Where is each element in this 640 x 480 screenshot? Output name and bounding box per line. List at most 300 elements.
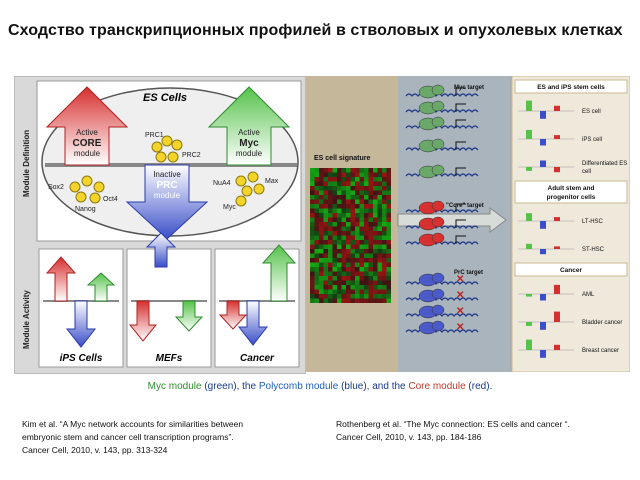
- heatmap-cell: [373, 213, 378, 218]
- heatmap-cell: [378, 173, 383, 178]
- heatmap-cell: [333, 236, 338, 241]
- heatmap-cell: [333, 276, 338, 281]
- heatmap-cell: [337, 290, 342, 295]
- heatmap-cell: [378, 213, 383, 218]
- heatmap-cell: [351, 240, 356, 245]
- heatmap-cell: [328, 249, 333, 254]
- heatmap-cell: [378, 254, 383, 259]
- heatmap-cell: [337, 294, 342, 299]
- heatmap-cell: [364, 231, 369, 236]
- heatmap-cell: [333, 294, 338, 299]
- heatmap-cell: [355, 276, 360, 281]
- ref-kim-line2: embryonic stem and cancer cell transcription programs”.: [22, 432, 234, 442]
- heatmap-cell: [355, 227, 360, 232]
- heatmap-cell: [364, 227, 369, 232]
- heatmap-cell: [382, 263, 387, 268]
- heatmap-cell: [351, 209, 356, 214]
- heatmap-cell: [328, 245, 333, 250]
- legend-row-label: iPS cell: [582, 137, 603, 143]
- ref-kim-line3: Cancer Cell, 2010, v. 143, pp. 313-324: [22, 445, 168, 455]
- heatmap-cell: [373, 294, 378, 299]
- heatmap-cell: [337, 263, 342, 268]
- heatmap-cell: [319, 231, 324, 236]
- heatmap-cell: [378, 281, 383, 286]
- ref-kim-line1: Kim et al. “A Myc network accounts for similarities between: [22, 419, 244, 429]
- heatmap-cell: [369, 186, 374, 191]
- heatmap-cell: [382, 258, 387, 263]
- heatmap-cell: [373, 236, 378, 241]
- legend-row-label: cell: [582, 169, 592, 175]
- heatmap-cell: [351, 168, 356, 173]
- bound-protein: [432, 233, 444, 243]
- heatmap-cell: [387, 182, 392, 187]
- heatmap-cell: [378, 222, 383, 227]
- prc2-label: PRC2: [182, 152, 201, 159]
- myc-line2: Myc: [239, 138, 259, 149]
- heatmap-cell: [333, 213, 338, 218]
- bound-protein: [432, 321, 444, 331]
- heatmap-cell: [351, 200, 356, 205]
- heatmap-cell: [315, 204, 320, 209]
- heatmap-cell: [369, 249, 374, 254]
- heatmap-cell: [328, 173, 333, 178]
- heatmap-cell: [310, 177, 315, 182]
- heatmap-cell: [346, 200, 351, 205]
- prc-target-label: PrC target: [454, 270, 484, 276]
- heatmap-cell: [355, 267, 360, 272]
- heatmap-cell: [315, 231, 320, 236]
- heatmap-cell: [319, 249, 324, 254]
- heatmap-cell: [360, 191, 365, 196]
- heatmap-cell: [387, 276, 392, 281]
- heatmap-cell: [355, 218, 360, 223]
- heatmap-cell: [310, 281, 315, 286]
- legend-row-label: LT-HSC: [582, 219, 603, 225]
- heatmap-cell: [319, 290, 324, 295]
- prc-line1: Inactive: [153, 170, 181, 179]
- legend-bar: [554, 246, 560, 249]
- heatmap-cell: [328, 236, 333, 241]
- oct4-label: Oct4: [103, 196, 118, 203]
- heatmap-cell: [337, 204, 342, 209]
- bound-protein: [432, 85, 444, 95]
- heatmap-cell: [364, 168, 369, 173]
- heatmap-cell: [364, 218, 369, 223]
- heatmap-cell: [337, 281, 342, 286]
- heatmap-cell: [387, 200, 392, 205]
- heatmap-cell: [315, 173, 320, 178]
- myc-protein-label: Myc: [223, 204, 236, 211]
- heatmap-cell: [369, 281, 374, 286]
- heatmap-cell: [328, 182, 333, 187]
- heatmap-cell: [346, 186, 351, 191]
- heatmap-cell: [324, 209, 329, 214]
- heatmap: [310, 168, 391, 303]
- heatmap-cell: [315, 254, 320, 259]
- heatmap-cell: [333, 186, 338, 191]
- heatmap-cell: [364, 204, 369, 209]
- heatmap-cell: [315, 213, 320, 218]
- heatmap-cell: [355, 213, 360, 218]
- heatmap-cell: [378, 186, 383, 191]
- heatmap-cell: [382, 290, 387, 295]
- heatmap-cell: [333, 191, 338, 196]
- heatmap-cell: [351, 227, 356, 232]
- heatmap-cell: [324, 240, 329, 245]
- heatmap-cell: [333, 231, 338, 236]
- heatmap-cell: [333, 272, 338, 277]
- heatmap-cell: [355, 245, 360, 250]
- legend-bar: [540, 249, 546, 254]
- heatmap-cell: [382, 254, 387, 259]
- heatmap-cell: [360, 213, 365, 218]
- heatmap-cell: [310, 200, 315, 205]
- heatmap-cell: [360, 258, 365, 263]
- heatmap-cell: [342, 182, 347, 187]
- caption-t2: (blue), and the: [338, 381, 409, 392]
- legend-bar: [554, 217, 560, 221]
- heatmap-cell: [319, 245, 324, 250]
- heatmap-cell: [364, 285, 369, 290]
- heatmap-cell: [369, 213, 374, 218]
- heatmap-cell: [387, 267, 392, 272]
- heatmap-cell: [319, 272, 324, 277]
- heatmap-cell: [378, 285, 383, 290]
- heatmap-cell: [346, 213, 351, 218]
- heatmap-cell: [310, 173, 315, 178]
- heatmap-cell: [369, 227, 374, 232]
- heatmap-cell: [315, 281, 320, 286]
- heatmap-cell: [355, 281, 360, 286]
- heatmap-cell: [378, 195, 383, 200]
- heatmap-cell: [328, 254, 333, 259]
- heatmap-cell: [378, 249, 383, 254]
- heatmap-cell: [355, 231, 360, 236]
- heatmap-cell: [315, 272, 320, 277]
- bound-protein: [432, 165, 444, 175]
- max-label: Max: [265, 178, 279, 185]
- heatmap-cell: [324, 173, 329, 178]
- heatmap-cell: [382, 227, 387, 232]
- heatmap-cell: [355, 258, 360, 263]
- heatmap-cell: [382, 191, 387, 196]
- heatmap-cell: [387, 249, 392, 254]
- bound-protein: [432, 273, 444, 283]
- heatmap-cell: [351, 290, 356, 295]
- heatmap-cell: [310, 267, 315, 272]
- heatmap-cell: [319, 222, 324, 227]
- heatmap-cell: [310, 222, 315, 227]
- heatmap-cell: [360, 254, 365, 259]
- prc-line2: PRC: [156, 180, 178, 191]
- heatmap-cell: [360, 222, 365, 227]
- heatmap-cell: [333, 245, 338, 250]
- heatmap-cell: [324, 258, 329, 263]
- heatmap-cell: [315, 186, 320, 191]
- heatmap-cell: [324, 200, 329, 205]
- heatmap-cell: [342, 236, 347, 241]
- heatmap-cell: [324, 285, 329, 290]
- heatmap-cell: [310, 227, 315, 232]
- heatmap-cell: [315, 182, 320, 187]
- prc-line3: module: [153, 191, 181, 200]
- heatmap-cell: [315, 285, 320, 290]
- heatmap-cell: [319, 191, 324, 196]
- heatmap-cell: [373, 290, 378, 295]
- heatmap-cell: [319, 299, 324, 304]
- heatmap-cell: [373, 240, 378, 245]
- heatmap-cell: [337, 200, 342, 205]
- heatmap-cell: [333, 285, 338, 290]
- heatmap-cell: [369, 222, 374, 227]
- heatmap-cell: [355, 177, 360, 182]
- heatmap-cell: [378, 191, 383, 196]
- heatmap-cell: [315, 236, 320, 241]
- heatmap-cell: [337, 186, 342, 191]
- heatmap-cell: [342, 173, 347, 178]
- legend-bar: [540, 350, 546, 358]
- heatmap-cell: [328, 177, 333, 182]
- heatmap-cell: [310, 245, 315, 250]
- reference-rothenberg: [336, 418, 636, 444]
- heatmap-cell: [355, 249, 360, 254]
- heatmap-cell: [373, 263, 378, 268]
- heatmap-cell: [364, 222, 369, 227]
- heatmap-cell: [373, 209, 378, 214]
- heatmap-cell: [342, 204, 347, 209]
- heatmap-cell: [337, 267, 342, 272]
- heatmap-cell: [387, 227, 392, 232]
- heatmap-cell: [387, 294, 392, 299]
- heatmap-cell: [351, 191, 356, 196]
- heatmap-cell: [324, 249, 329, 254]
- heatmap-cell: [355, 186, 360, 191]
- heatmap-cell: [319, 186, 324, 191]
- heatmap-cell: [369, 267, 374, 272]
- heatmap-cell: [351, 285, 356, 290]
- heatmap-cell: [360, 182, 365, 187]
- heatmap-cell: [333, 204, 338, 209]
- heatmap-cell: [378, 290, 383, 295]
- module-definition-label: Module Definition: [22, 129, 31, 197]
- heatmap-cell: [346, 195, 351, 200]
- heatmap-cell: [310, 182, 315, 187]
- heatmap-cell: [387, 213, 392, 218]
- heatmap-cell: [387, 240, 392, 245]
- heatmap-cell: [369, 231, 374, 236]
- legend-bg: [512, 76, 630, 372]
- heatmap-cell: [315, 191, 320, 196]
- heatmap-cell: [324, 204, 329, 209]
- heatmap-cell: [360, 200, 365, 205]
- heatmap-cell: [355, 294, 360, 299]
- heatmap-cell: [382, 200, 387, 205]
- heatmap-cell: [360, 227, 365, 232]
- heatmap-cell: [351, 204, 356, 209]
- heatmap-cell: [337, 177, 342, 182]
- heatmap-cell: [310, 195, 315, 200]
- heatmap-cell: [364, 272, 369, 277]
- heatmap-cell: [382, 285, 387, 290]
- heatmap-cell: [387, 195, 392, 200]
- heatmap-cell: [355, 254, 360, 259]
- heatmap-cell: [373, 182, 378, 187]
- heatmap-cell: [342, 213, 347, 218]
- heatmap-cell: [328, 231, 333, 236]
- heatmap-cell: [310, 186, 315, 191]
- heatmap-cell: [319, 204, 324, 209]
- heatmap-cell: [351, 276, 356, 281]
- heatmap-cell: [378, 204, 383, 209]
- heatmap-cell: [310, 191, 315, 196]
- heatmap-cell: [355, 209, 360, 214]
- heatmap-cell: [333, 258, 338, 263]
- heatmap-cell: [378, 236, 383, 241]
- heatmap-cell: [346, 177, 351, 182]
- heatmap-cell: [319, 173, 324, 178]
- legend-bar: [540, 294, 546, 301]
- heatmap-cell: [337, 191, 342, 196]
- heatmap-cell: [337, 245, 342, 250]
- heatmap-cell: [378, 267, 383, 272]
- heatmap-cell: [387, 254, 392, 259]
- nanog-label: Nanog: [75, 206, 96, 213]
- heatmap-cell: [342, 186, 347, 191]
- heatmap-cell: [382, 173, 387, 178]
- heatmap-cell: [355, 236, 360, 241]
- heatmap-cell: [382, 222, 387, 227]
- heatmap-cell: [346, 263, 351, 268]
- heatmap-cell: [315, 276, 320, 281]
- heatmap-cell: [333, 209, 338, 214]
- heatmap-cell: [315, 294, 320, 299]
- heatmap-cell: [364, 254, 369, 259]
- heatmap-cell: [315, 263, 320, 268]
- legend-bar: [526, 340, 532, 350]
- reference-kim: [22, 418, 302, 457]
- heatmap-cell: [382, 240, 387, 245]
- heatmap-cell: [355, 290, 360, 295]
- es-cells-label: ES Cells: [142, 92, 188, 104]
- heatmap-cell: [346, 299, 351, 304]
- heatmap-cell: [328, 258, 333, 263]
- heatmap-cell: [319, 281, 324, 286]
- heatmap-cell: [310, 236, 315, 241]
- heatmap-cell: [387, 191, 392, 196]
- heatmap-cell: [324, 299, 329, 304]
- heatmap-cell: [351, 281, 356, 286]
- heatmap-cell: [364, 173, 369, 178]
- legend-bar: [526, 294, 532, 297]
- legend-bar: [526, 213, 532, 221]
- bound-protein: [432, 139, 444, 149]
- heatmap-cell: [324, 182, 329, 187]
- heatmap-cell: [355, 272, 360, 277]
- heatmap-cell: [373, 285, 378, 290]
- heatmap-cell: [346, 173, 351, 178]
- heatmap-cell: [351, 245, 356, 250]
- heatmap-cell: [360, 231, 365, 236]
- heatmap-cell: [373, 245, 378, 250]
- heatmap-cell: [342, 240, 347, 245]
- heatmap-cell: [319, 236, 324, 241]
- heatmap-cell: [351, 294, 356, 299]
- heatmap-cell: [328, 209, 333, 214]
- heatmap-cell: [387, 173, 392, 178]
- heatmap-cell: [378, 294, 383, 299]
- core-line3: module: [73, 149, 101, 158]
- heatmap-cell: [364, 236, 369, 241]
- heatmap-cell: [369, 168, 374, 173]
- heatmap-cell: [369, 299, 374, 304]
- heatmap-cell: [324, 267, 329, 272]
- heatmap-cell: [387, 299, 392, 304]
- heatmap-cell: [319, 218, 324, 223]
- heatmap-cell: [364, 182, 369, 187]
- heatmap-cell: [310, 213, 315, 218]
- heatmap-cell: [342, 285, 347, 290]
- heatmap-cell: [364, 276, 369, 281]
- legend-bar: [540, 139, 546, 146]
- legend-bar: [526, 322, 532, 326]
- heatmap-cell: [382, 168, 387, 173]
- heatmap-cell: [355, 263, 360, 268]
- bound-protein: [432, 117, 444, 127]
- heatmap-cell: [382, 267, 387, 272]
- heatmap-cell: [351, 195, 356, 200]
- heatmap-cell: [328, 213, 333, 218]
- heatmap-cell: [342, 254, 347, 259]
- heatmap-cell: [310, 231, 315, 236]
- caption-myc: Myc module: [147, 381, 202, 392]
- heatmap-cell: [369, 182, 374, 187]
- heatmap-cell: [310, 272, 315, 277]
- heatmap-cell: [351, 272, 356, 277]
- legend-row-label: ES cell: [582, 109, 601, 115]
- heatmap-cell: [373, 276, 378, 281]
- heatmap-cell: [324, 290, 329, 295]
- heatmap-cell: [342, 177, 347, 182]
- bound-protein: [432, 305, 444, 315]
- heatmap-cell: [310, 168, 315, 173]
- heatmap-cell: [346, 227, 351, 232]
- heatmap-cell: [342, 209, 347, 214]
- heatmap-cell: [369, 294, 374, 299]
- heatmap-cell: [315, 249, 320, 254]
- heatmap-cell: [382, 245, 387, 250]
- heatmap-cell: [355, 195, 360, 200]
- heatmap-cell: [378, 227, 383, 232]
- legend-bar: [554, 345, 560, 350]
- heatmap-cell: [328, 222, 333, 227]
- heatmap-cell: [342, 290, 347, 295]
- legend-bar: [540, 322, 546, 330]
- heatmap-cell: [324, 213, 329, 218]
- heatmap-cell: [373, 195, 378, 200]
- heatmap-cell: [346, 222, 351, 227]
- heatmap-cell: [364, 195, 369, 200]
- heatmap-cell: [342, 294, 347, 299]
- heatmap-cell: [382, 186, 387, 191]
- heatmap-cell: [333, 177, 338, 182]
- heatmap-cell: [373, 249, 378, 254]
- heatmap-cell: [337, 173, 342, 178]
- heatmap-cell: [373, 267, 378, 272]
- heatmap-cell: [342, 249, 347, 254]
- heatmap-cell: [355, 299, 360, 304]
- heatmap-cell: [324, 222, 329, 227]
- heatmap-cell: [315, 240, 320, 245]
